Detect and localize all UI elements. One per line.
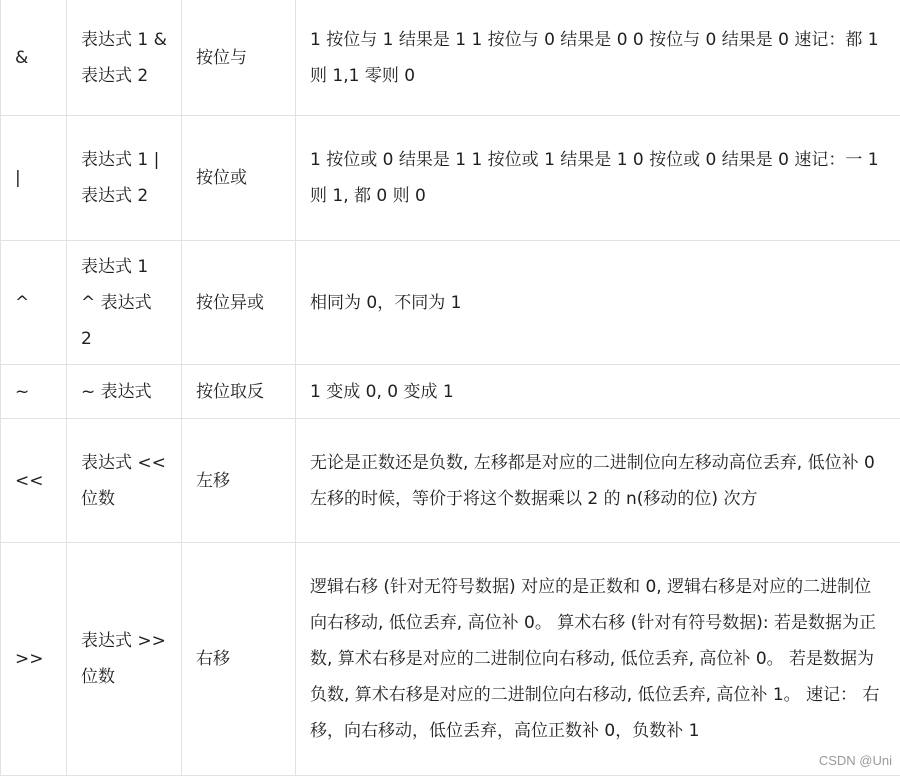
- operator-cell: <<: [1, 419, 67, 543]
- name-cell: 按位或: [182, 116, 296, 241]
- expression-cell: 表达式 << 位数: [67, 419, 182, 543]
- operator-cell: >>: [1, 543, 67, 776]
- expression-cell: 表达式 1 ^ 表达式 2: [67, 241, 182, 365]
- description-cell: 无论是正数还是负数, 左移都是对应的二进制位向左移动高位丢弃, 低位补 0 左移的时候，等价于将这个数据乘以 2 的 n(移动的位) 次方: [296, 419, 900, 543]
- table-row: [1, 419, 900, 543]
- name-cell: 右移: [182, 543, 296, 776]
- name-cell: 按位异或: [182, 241, 296, 365]
- table-row: [1, 365, 900, 419]
- description-cell: 1 变成 0, 0 变成 1: [296, 365, 900, 419]
- watermark: CSDN @Uni: [819, 753, 892, 768]
- table-row: [1, 116, 900, 241]
- expression-cell: 表达式 1 | 表达式 2: [67, 116, 182, 241]
- expression-cell: ~ 表达式: [67, 365, 182, 419]
- table-row: [1, 241, 900, 365]
- name-cell: 按位取反: [182, 365, 296, 419]
- operator-cell: ^: [1, 241, 67, 365]
- table-row: [1, 0, 900, 116]
- expression-cell: 表达式 >> 位数: [67, 543, 182, 776]
- operator-cell: &: [1, 0, 67, 116]
- expression-cell: 表达式 1 & 表达式 2: [67, 0, 182, 116]
- description-cell: 相同为 0，不同为 1: [296, 241, 900, 365]
- description-cell: 1 按位与 1 结果是 1 1 按位与 0 结果是 0 0 按位与 0 结果是 0 速记：都 1 则 1,1 零则 0: [296, 0, 900, 116]
- name-cell: 按位与: [182, 0, 296, 116]
- operator-cell: |: [1, 116, 67, 241]
- description-cell: 逻辑右移 (针对无符号数据) 对应的是正数和 0, 逻辑右移是对应的二进制位向右移动, 低位丢弃, 高位补 0。 算术右移 (针对有符号数据): 若是数据为正数, 算术右移是对应的二进制位向右移动, 低位丢弃, 高位补 0。 若是数据为负数, 算术右移是对应的二进制位向右移动, 低位丢弃, 高位补 1。 速记： 右移，向右移动，低位丢弃，高位正数补 0，负数补 1: [296, 543, 900, 776]
- operator-cell: ~: [1, 365, 67, 419]
- name-cell: 左移: [182, 419, 296, 543]
- description-cell: 1 按位或 0 结果是 1 1 按位或 1 结果是 1 0 按位或 0 结果是 0 速记：一 1 则 1, 都 0 则 0: [296, 116, 900, 241]
- table-row: [1, 543, 900, 776]
